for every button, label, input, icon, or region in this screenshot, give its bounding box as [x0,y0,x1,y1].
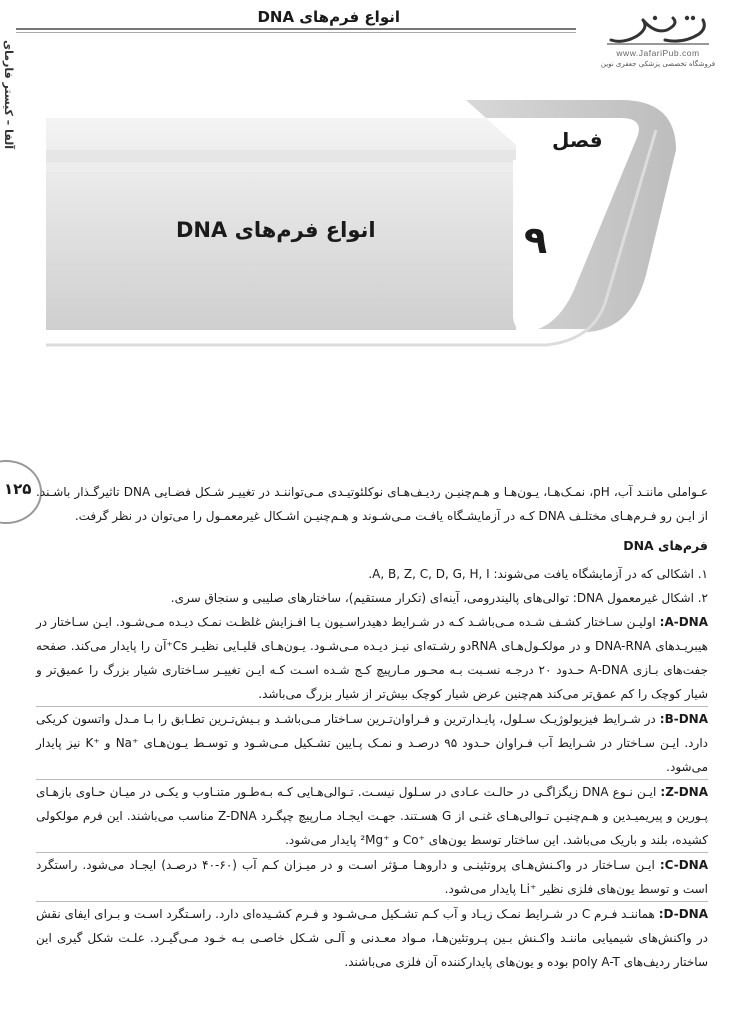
intro-paragraph: عـواملی ماننـد آب، pH، نمـک‌هـا، یـون‌هـا و هـم‌چنیـن ردیـف‌هـای نوکلئوتیـدی مـی‌تواننـد در تغییـر شـکل فضـایی DNA تاثیرگـذار باشـند. از ایـن رو فـرم‌هـای مختلـف DNA کـه در آزمایشـگاه یافـت مـی‌شـوند و هـم‌چنیـن اشـکال غیرمعمـول را می‌توان در نظر گرفت. [36,485,709,523]
form-description: در شـرایط فیزیولوژیـک سـلول، پایـدارترین و فـراوان‌تـرین سـاختار مـی‌باشـد و بـیش‌تـرین تطـابق را بـا مـدل واتسون کریکی دارد. ایـن سـاختار در شـرایط آب فـراوان حـدود ۹۵ درصـد و نمـک پـایین تشـکیل مـی‌شـود و توسـط یـون‌هـای ⁺Na و ⁺K نیز پایدار می‌شود. [36,712,708,774]
header-rule-thin [16,32,576,33]
form-term: C-DNA: [659,858,708,872]
form-term: Z-DNA: [660,785,708,799]
form-b-dna [36,706,708,779]
form-description: اولیـن سـاختار کشـف شـده مـی‌باشـد کـه در شـرایط دهیدراسـیون یـا افـزایش غلظـت نمـک دیـده مـی‌شـود. ایـن سـاختار در هیبریـدهای DNA-RNA و در مولکـول‌هـای RNAدو رشـته‌ای نیـز دیـده مـی‌شـود. یـون‌هـای قلیـایی نظیـر Cs⁺آن را پایدار می‌کند. صفحه جفت‌های بـازی A-DNA حـدود ۲۰ درجـه نسـبت بـه محـور مـارپیچ کـج شـده اسـت کـه ایـن تغییـر سـاختاری شیار بزرگ را عمیق‌تر و شیار کوچک را کم عمق‌تر می‌کند هم‌چنین عرض شیار کوچک بیش‌تر از شیار بزرگ می‌باشد. [36,615,709,701]
form-description: ایـن سـاختار در واکـنش‌هـای پروتئینـی و داروهـا مـؤثر اسـت و در میـزان کـم آب (۶۰-۴۰ درصـد) ایجـاد می‌شود. راستگرد است و توسط یون‌های فلزی نظیر ⁺Li پایدار می‌شود. [36,858,708,896]
form-description: ایـن نـوع DNA زیگزاگـی در حالـت عـادی در سـلول نیسـت. تـوالی‌هـایی کـه بـه‌طـور متنـاوب و یکـی در میـان حـاوی بازهـای پـورین و پیریمیـدین و هـم‌چنیـن تـوالی‌هـای غنـی از G هسـتند. جهـت ایجـاد مـارپیچ چپگـرد Z-DNA مناسب می‌باشند. این فرم مولکولی کشیده، بلند و باریک می‌باشد. این ساختار توسط یون‌های ⁺Co و ⁺²Mg پایدار می‌شود. [36,785,708,847]
header-rule [16,28,576,30]
chapter-label: فصل [552,128,603,152]
publisher-logo-mark [603,14,713,48]
form-c-dna [36,852,708,901]
form-d-dna [36,901,708,974]
list-item: ۱. اشکالی که در آزمایشگاه یافت می‌شوند: A, B, Z, C, D, G, H, I. [368,567,708,581]
chapter-title: انواع فرم‌های DNA [176,218,376,242]
publisher-tagline: فروشگاه تخصصی پزشکی جعفری نوین [600,60,716,68]
side-title-text: آلفا – کیستر فارمای [2,40,15,150]
form-z-dna [36,779,708,852]
publisher-logo [588,14,728,94]
form-term: D-DNA: [658,907,709,921]
page-number: ۱۲۵ [4,480,32,498]
form-a-dna [36,610,708,706]
form-term: A-DNA: [659,615,708,629]
side-title [2,40,16,160]
running-title: انواع فرم‌های DNA [257,8,400,26]
list-item: ۲. اشکال غیرمعمول DNA: توالی‌های پالیندرومی، آینه‌ای (تکرار مستقیم)، ساختارهای صلیبی و سنجاق سری. [170,591,708,605]
chapter-number: ۹ [524,218,548,262]
form-term: B-DNA: [659,712,708,726]
form-description: هماننـد فـرم C در شـرایط نمـک زیـاد و آب کـم تشـکیل مـی‌شـود و فـرم کشـیده‌ای دارد. راسـتگرد اسـت و بـرای ایفای نقش در واکنش‌های شیمیایی ماننـد واکـنش بـین پـروتئین‌هـا، مـواد معـدنی و آلـی شـکل خاصـی بـه خـود مـی‌گیـرد. علـت شکل گیری این ساختار ردیف‌های poly A-T بوده و یون‌های پایدارکننده آن فلزی می‌باشند. [36,907,708,969]
chapter-banner [46,100,676,350]
body-content [36,480,708,974]
publisher-url: www.JafariPub.com [616,48,700,58]
section-heading: فرم‌های DNA [623,538,708,553]
